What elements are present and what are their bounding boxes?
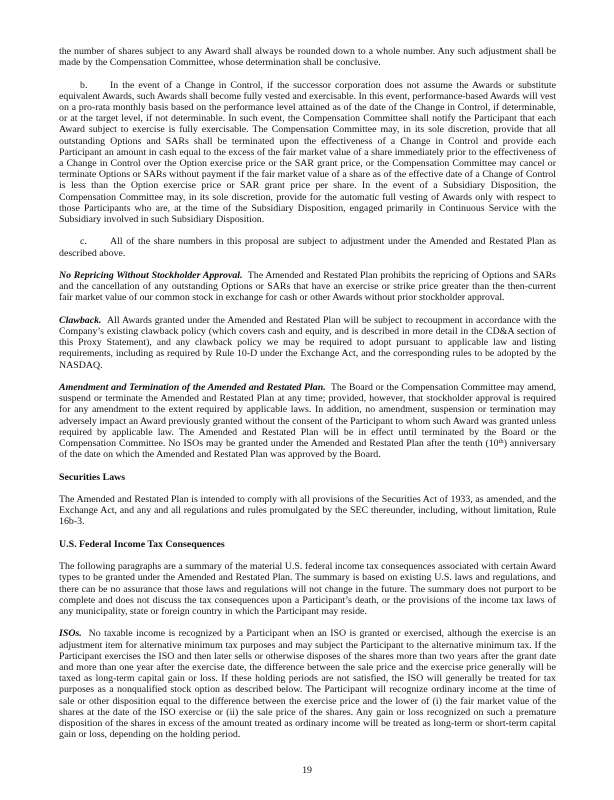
amendment-text-before: The Board or the Compensation Committee may amend, suspend or terminate the Amended and Restated Plan at any time; provided, however, that stockholder approval is required for any amendment to the extent required by applicable laws. In addition, no amendment, suspension or termination may adversely impact an Award previously granted without the consent of the Participant to whom such Award was granted unless required by applicable law. The Amended and Restated Plan will be in effect until terminated by the Board or the Compensation Committee. No ISOs may be granted under the Amended and Restated Plan after the tenth (10 — [59, 382, 556, 450]
item-b-paragraph — [59, 80, 556, 226]
securities-laws-paragraph: The Amended and Restated Plan is intended to comply with all provisions of the Securities Act of 1933, as amended, and the Exchange Act, and any and all regulations and rules promulgated by the SEC thereunder, including, without limitation, Rule 16b-3. — [59, 494, 556, 528]
item-b-text: In the event of a Change in Control, if the successor corporation does not assume the Awards or substitute equivalent Awards, such Awards shall become fully vested and exercisable. In this event, performance-based Awards will vest on a pro-rata monthly basis based on the performance level attained as of the date of the Change in Control, if determinable, or at the target level, if not determinable. In such event, the Compensation Committee shall notify the Participant that each Award subject to exercise is fully exercisable. The Compensation Committee may, in its sole discretion, provide that all outstanding Options and SARs shall be terminated upon the effectiveness of a Change in Control and provide each Participant an amount in cash equal to the excess of the fair market value of a share immediately prior to the effectiveness of a Change in Control over the Option exercise price or the SAR grant price, or the Compensation Committee may cancel or terminate Options or SARs without payment if the fair market value of a share as of the effective date of a Change of Control is less than the Option exercise price or SAR grant price per share. In the event of a Subsidiary Disposition, the Compensation Committee may, in its sole discretion, provide for the automatic full vesting of Awards only with respect to those Participants who are, at the time of the Subsidiary Disposition, engaged primarily in Continuous Service with the Subsidiary involved in such Subsidiary Disposition. — [59, 79, 556, 226]
amendment-title: Amendment and Termination of the Amended and Restated Plan. — [59, 382, 326, 394]
no-repricing-title: No Repricing Without Stockholder Approval. — [59, 270, 243, 282]
amendment-text-after: ) anniversary of the date on which the Amended and Restated Plan was approved by the Board. — [59, 438, 556, 461]
item-c-label: c. — [80, 236, 87, 248]
isos-title: ISOs. — [59, 628, 82, 640]
clawback-paragraph — [59, 315, 556, 371]
clawback-title: Clawback. — [59, 314, 102, 326]
tax-intro-paragraph: The following paragraphs are a summary of the material U.S. federal income tax consequences associated with certain Award types to be granted under the Amended and Restated Plan. The summary is based on existing U.S. laws and regulations, and there can be no assurance that those laws and regulations will not change in the future. The summary does not purport to be complete and does not discuss the tax consequences upon a Participant’s death, or the provisions of the income tax laws of any municipality, state or foreign country in which the Participant may reside. — [59, 561, 556, 618]
tax-consequences-heading: U.S. Federal Income Tax Consequences — [59, 538, 225, 550]
item-b-label: b. — [80, 79, 88, 91]
isos-text: No taxable income is recognized by a Participant when an ISO is granted or exercised, although the exercise is an adjustment item for alternative minimum tax purposes and may subject the Participant to the alternative minimum tax. If the Participant exercises the ISO and then later sells or otherwise disposes of the shares more than two years after the grant date and more than one year after the exercise date, the difference between the sale price and the exercise price generally will be taxed as long-term capital gain or loss. If these holding periods are not satisfied, the ISO will generally be treated for tax purposes as a nonqualified stock option as described below. The Participant will recognize ordinary income at the time of sale or other disposition equal to the difference between the exercise price and the lower of (i) the fair market value of the shares at the date of the ISO exercise or (ii) the sale price of the shares. Any gain or loss recognized on such a premature disposition of the shares in excess of the amount treated as ordinary income will be treated as long-term or short-term capital gain or loss, depending on the holding period. — [59, 628, 556, 741]
no-repricing-paragraph — [59, 270, 556, 304]
item-c-paragraph — [59, 236, 556, 258]
amendment-paragraph — [59, 382, 556, 460]
ordinal-superscript: th — [498, 438, 504, 446]
continuation-paragraph: the number of shares subject to any Award shall always be rounded down to a whole number. Any such adjustment shall be made by the Compensation Committee, whose determination shall be conclusive. — [59, 46, 556, 69]
securities-laws-heading: Securities Laws — [59, 471, 126, 483]
no-repricing-text: The Amended and Restated Plan prohibits the repricing of Options and SARs and the cancellation of any outstanding Options or SARs that have an exercise or strike price greater than the then-current fair market value of our common stock in exchange for cash or other Awards without prior stockholder approval. — [59, 270, 556, 304]
clawback-text: All Awards granted under the Amended and Restated Plan will be subject to recoupment in accordance with the Company’s existing clawback policy (which covers cash and equity, and is described in more detail in the CD&A section of this Proxy Statement), and any clawback policy we may be required to adopt pursuant to applicable law and listing requirements, including as required by Rule 10-D under the Exchange Act, and the corresponding rules to be adopted by the NASDAQ. — [59, 314, 556, 371]
page-number: 19 — [302, 765, 312, 776]
document-page — [59, 46, 556, 752]
item-c-text: All of the share numbers in this proposal are subject to adjustment under the Amended and Restated Plan as described above. — [59, 236, 556, 259]
isos-paragraph — [59, 628, 556, 740]
